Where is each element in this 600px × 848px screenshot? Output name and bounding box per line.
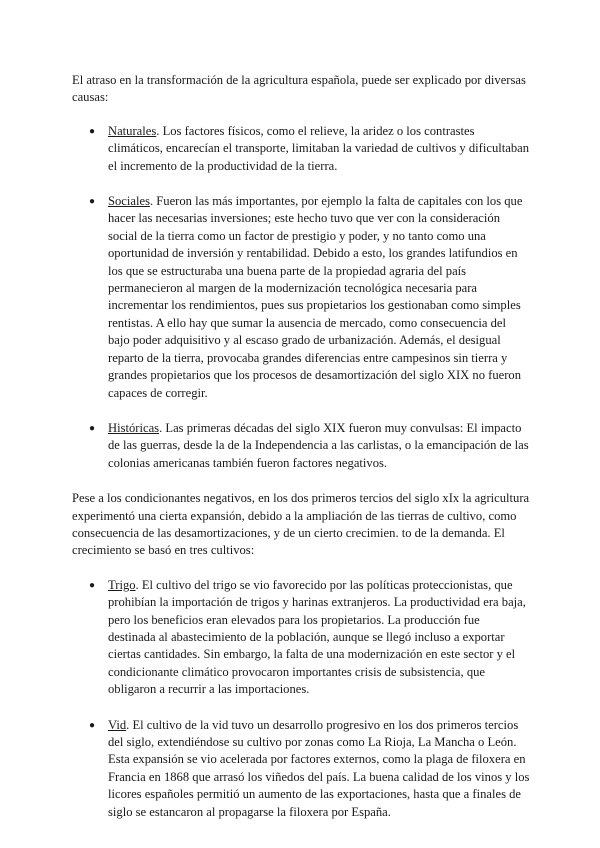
list-item-text: . Fueron las más importantes, por ejemplo la falta de capitales con los que hacer las necesarias inversiones; este hecho tuvo que ver con la consideración social de la tierra como un factor de prestigio y poder, y no tanto como una oportunidad de inversión y rentabilidad. Debido a esto, los grandes latifundios en los que se estructuraba una buena parte de la propiedad agraria del país permanecieron al margen de la modernización tecnológica necesaria para incrementar los rendimientos, pues sus propietarios los gestionaban como simples rentistas. A ello hay que sumar la ausencia de mercado, como consecuencia del bajo poder adquisitivo y al escaso grado de urbanización. Además, el desigual reparto de la tierra, provocaba grandes diferencias entre campesinos sin tierra y grandes propietarios que los procesos de desamortización del siglo XIX no fueron capaces de corregir.: [108, 194, 523, 400]
bullet-icon: ●: [89, 719, 96, 731]
list-item: [72, 717, 530, 821]
crops-list: [72, 577, 530, 821]
list-item-text: . El cultivo de la vid tuvo un desarrollo progresivo en los dos primeros tercios del siglo, extendiéndose su cultivo por zonas como La Rioja, La Mancha o León. Esta expansión se vio acelerada por factores externos, como la plaga de filoxera en Francia en 1868 que arrasó los viñedos del país. La buena calidad de los vinos y los licores españoles permitió un aumento de las exportaciones, hasta que a finales de siglo se estancaron al propagarse la filoxera por España.: [108, 717, 530, 819]
list-item: [72, 123, 530, 175]
bullet-icon: ●: [89, 579, 96, 591]
list-item-text: . Los factores físicos, como el relieve, la aridez o los contrastes climáticos, encarecían el transporte, limitaban la variedad de cultivos y dificultaban el incremento de la productividad de la tierra.: [108, 123, 530, 173]
list-item-term: Naturales: [108, 123, 157, 138]
intro-paragraph: El atraso en la transformación de la agricultura española, puede ser explicado por diversas causas:: [72, 73, 526, 105]
list-item: [72, 193, 530, 402]
bullet-icon: ●: [89, 196, 96, 208]
list-item-text: . Las primeras décadas del siglo XIX fueron muy convulsas: El impacto de las guerras, desde la de la Independencia a las carlistas, o la emancipación de las colonias americanas también fueron factores negativos.: [108, 420, 529, 470]
list-item-term: Históricas: [108, 420, 160, 435]
bullet-icon: ●: [89, 422, 96, 434]
list-item-text: . El cultivo del trigo se vio favorecido por las políticas proteccionistas, que prohibían la importación de trigos y harinas extranjeros. La productividad era baja, pero los beneficios eran elevados para los propietarios. La producción fue destinada al abastecimiento de la población, aunque se llegó incluso a exportar ciertas cantidades. Sin embargo, la falta de una modernización en este sector y el condicionante climático provocaron importantes crisis de subsistencia, que obligaron a recurrir a las importaciones.: [108, 577, 526, 697]
causes-list: [72, 123, 530, 472]
list-item: [72, 420, 530, 472]
expansion-paragraph: Pese a los condicionantes negativos, en los dos primeros tercios del siglo xIx la agricultura experimentó una cierta expansión, debido a la ampliación de las tierras de cultivo, como consecuencia de las desamortizaciones, y de un cierto crecimien. to de la demanda. El crecimiento se basó en tres cultivos:: [72, 491, 530, 558]
list-item-term: Vid: [108, 717, 127, 732]
list-item: [72, 577, 530, 699]
list-item-term: Trigo: [108, 577, 136, 592]
list-item-term: Sociales: [108, 194, 150, 209]
bullet-icon: ●: [89, 125, 96, 137]
